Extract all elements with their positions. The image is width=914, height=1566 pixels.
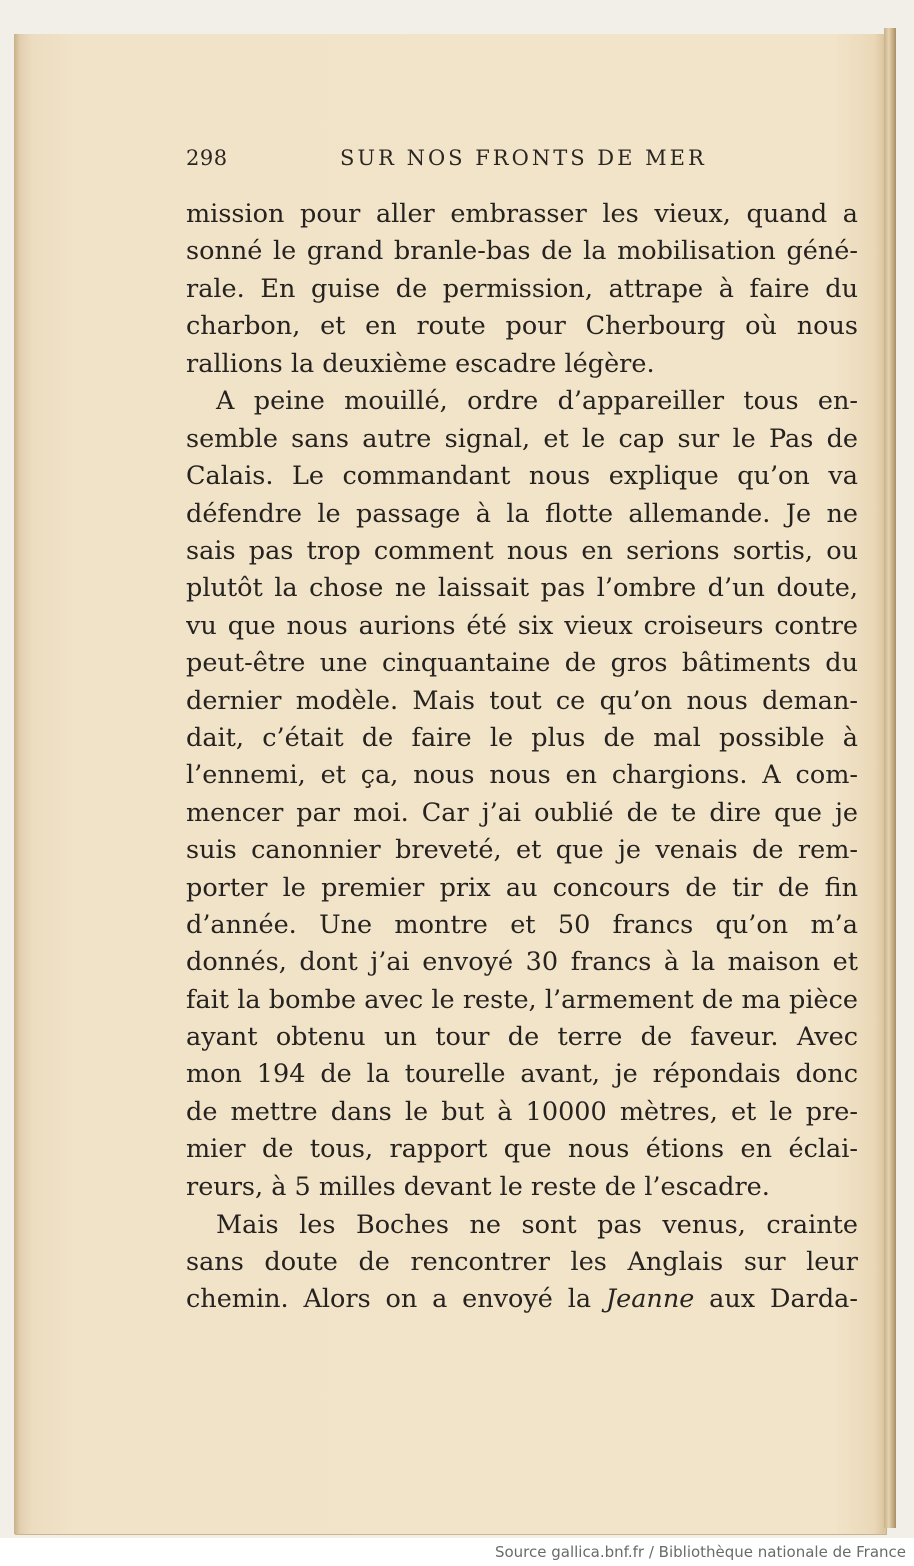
text-line: A peine mouillé, ordre d’appareiller tous en- (216, 386, 858, 417)
text-line: fait la bombe avec le reste, l’armement de ma pièce (186, 984, 858, 1015)
running-title: SUR NOS FRONTS DE MER (340, 146, 707, 170)
text-segment: chemin. Alors on a envoyé la (186, 1284, 606, 1315)
text-line: de mettre dans le but à 10000 mètres, et le pre- (186, 1096, 858, 1127)
text-line: reurs, à 5 milles devant le reste de l’escadre. (186, 1171, 770, 1202)
source-credit: Source gallica.bnf.fr / Bibliothèque nationale de France (494, 1543, 906, 1561)
text-line: d’année. Une montre et 50 francs qu’on m’a (186, 909, 858, 940)
page-left-edge (14, 34, 20, 1534)
text-line: dait, c’était de faire le plus de mal possible à (186, 722, 858, 753)
text-line: l’ennemi, et ça, nous nous en chargions. A com- (186, 760, 858, 791)
text-line: rallions la deuxième escadre légère. (186, 348, 655, 379)
body-text (186, 196, 858, 1319)
text-line: suis canonnier breveté, et que je venais de rem- (186, 835, 858, 866)
text-line: ayant obtenu un tour de terre de faveur. Avec (186, 1022, 858, 1053)
text-line: mier de tous, rapport que nous étions en éclai- (186, 1134, 858, 1165)
text-line: mencer par moi. Car j’ai oublié de te dire que je (186, 797, 858, 828)
text-line-with-italic (186, 1281, 858, 1318)
ship-name-italic: Jeanne (605, 1284, 695, 1315)
text-line: sans doute de rencontrer les Anglais sur leur (186, 1246, 858, 1277)
text-segment: aux Darda- (694, 1284, 858, 1315)
text-line: plutôt la chose ne laissait pas l’ombre d’un doute, (186, 573, 858, 604)
text-line: donnés, dont j’ai envoyé 30 francs à la maison et (186, 947, 858, 978)
text-line: dernier modèle. Mais tout ce qu’on nous deman- (186, 685, 858, 716)
text-line: peut-être une cinquantaine de gros bâtiments du (186, 648, 858, 679)
text-line: Calais. Le commandant nous explique qu’on va (186, 461, 858, 492)
text-line: vu que nous aurions été six vieux croiseurs contre (186, 610, 858, 641)
text-line: sais pas trop comment nous en serions sortis, ou (186, 536, 858, 567)
text-line: mission pour aller embrasser les vieux, quand a (186, 199, 858, 229)
text-line: porter le premier prix au concours de tir de fin (186, 872, 858, 903)
text-line: défendre le passage à la flotte allemande. Je ne (186, 498, 858, 529)
text-line: semble sans autre signal, et le cap sur le Pas de (186, 423, 858, 454)
text-line: charbon, et en route pour Cherbourg où nous (186, 311, 858, 342)
text-line: sonné le grand branle-bas de la mobilisation géné- (186, 236, 858, 267)
page-number: 298 (186, 146, 228, 170)
text-line: mon 194 de la tourelle avant, je répondais donc (186, 1059, 858, 1090)
text-line: Mais les Boches ne sont pas venus, crainte (216, 1209, 858, 1240)
page-right-edge (884, 28, 896, 1528)
page-header (186, 146, 858, 182)
text-line: rale. En guise de permission, attrape à faire du (186, 273, 858, 304)
